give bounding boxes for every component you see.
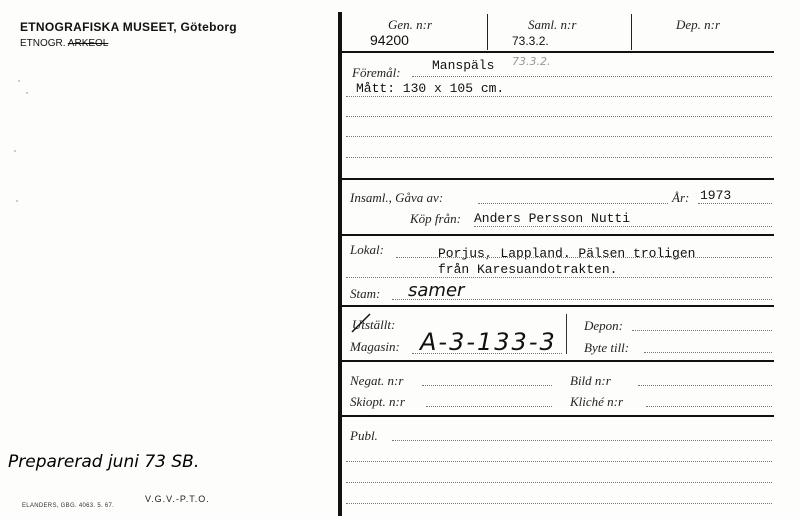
header-separator	[631, 14, 632, 50]
dotted-line	[632, 330, 772, 331]
dotted-line	[412, 353, 562, 354]
dotted-line	[426, 406, 552, 407]
saml-value: 73.3.2.	[512, 34, 549, 48]
strike-mark	[350, 312, 372, 334]
dotted-line	[422, 385, 552, 386]
exhibited-label: Utställt:	[352, 317, 396, 332]
dotted-line	[346, 116, 772, 117]
paper-speck	[14, 150, 16, 152]
paper-speck	[26, 92, 28, 94]
card-vertical-rule	[338, 12, 342, 516]
dotted-line	[346, 503, 772, 504]
paper-speck	[18, 80, 20, 82]
purchase-value: Anders Persson Nutti	[474, 211, 631, 226]
paper-speck	[16, 200, 18, 202]
header-separator	[487, 14, 488, 50]
section-rule	[338, 360, 774, 362]
storage-separator	[566, 314, 567, 354]
saml-label: Saml. n:r	[528, 17, 577, 32]
negat-label: Negat. n:r	[350, 373, 404, 388]
dotted-line	[346, 136, 772, 137]
dep-label: Dep. n:r	[676, 17, 721, 32]
section-rule	[338, 234, 774, 236]
gen-label: Gen. n:r	[388, 17, 433, 32]
dotted-line	[646, 406, 772, 407]
year-value: 1973	[700, 188, 732, 203]
depon-label: Depon:	[584, 318, 623, 333]
magasin-value: A-3-133-3	[420, 328, 557, 356]
magasin-label: Magasin:	[350, 339, 400, 354]
dotted-line	[644, 352, 772, 353]
locality-line-2: från Karesuandotrakten.	[438, 262, 618, 277]
dotted-line	[346, 482, 772, 483]
gen-value: 94200	[370, 32, 409, 48]
byte-label: Byte till:	[584, 340, 630, 355]
tribe-label: Stam:	[350, 286, 381, 301]
dotted-line	[346, 461, 772, 462]
bild-label: Bild n:r	[570, 373, 611, 388]
dotted-line	[396, 257, 772, 258]
dotted-line	[346, 96, 772, 97]
preparation-note: Preparerad juni 73 SB.	[8, 452, 200, 472]
locality-line-1: Porjus, Lappland. Pälsen troligen	[438, 246, 696, 261]
acquisition-label: Insaml., Gåva av:	[350, 190, 444, 205]
dotted-line	[474, 226, 772, 227]
locality-label: Lokal:	[350, 242, 384, 257]
museum-name: ETNOGRAFISKA MUSEET, Göteborg	[20, 20, 237, 34]
pto-note: V.G.V.-P.T.O.	[145, 494, 210, 504]
object-size: Mått: 130 x 105 cm.	[356, 81, 505, 96]
object-value: Manspäls	[432, 58, 495, 73]
section-rule	[338, 415, 774, 417]
header-rule	[338, 51, 774, 53]
department-struck: ARKEOL	[67, 38, 109, 49]
department-prefix: ETNOGR.	[20, 38, 66, 49]
skiopt-label: Skiopt. n:r	[350, 394, 405, 409]
object-margin-note: 73.3.2.	[512, 55, 551, 68]
dotted-line	[698, 203, 772, 204]
tribe-value: samer	[408, 280, 465, 301]
printer-imprint: ELANDERS, GBG. 4063. 5. 67.	[22, 503, 115, 509]
cliche-label: Kliché n:r	[570, 394, 624, 409]
dotted-line	[392, 299, 772, 300]
dotted-line	[412, 76, 772, 77]
section-rule	[338, 178, 774, 180]
department-line	[20, 38, 108, 49]
dotted-line	[346, 277, 772, 278]
dotted-line	[478, 203, 668, 204]
publ-label: Publ.	[350, 428, 378, 443]
dotted-line	[392, 440, 772, 441]
purchase-label: Köp från:	[410, 211, 461, 226]
section-rule	[338, 305, 774, 307]
object-label: Föremål:	[352, 65, 401, 80]
dotted-line	[346, 157, 772, 158]
dotted-line	[638, 385, 772, 386]
year-label: År:	[672, 190, 690, 205]
